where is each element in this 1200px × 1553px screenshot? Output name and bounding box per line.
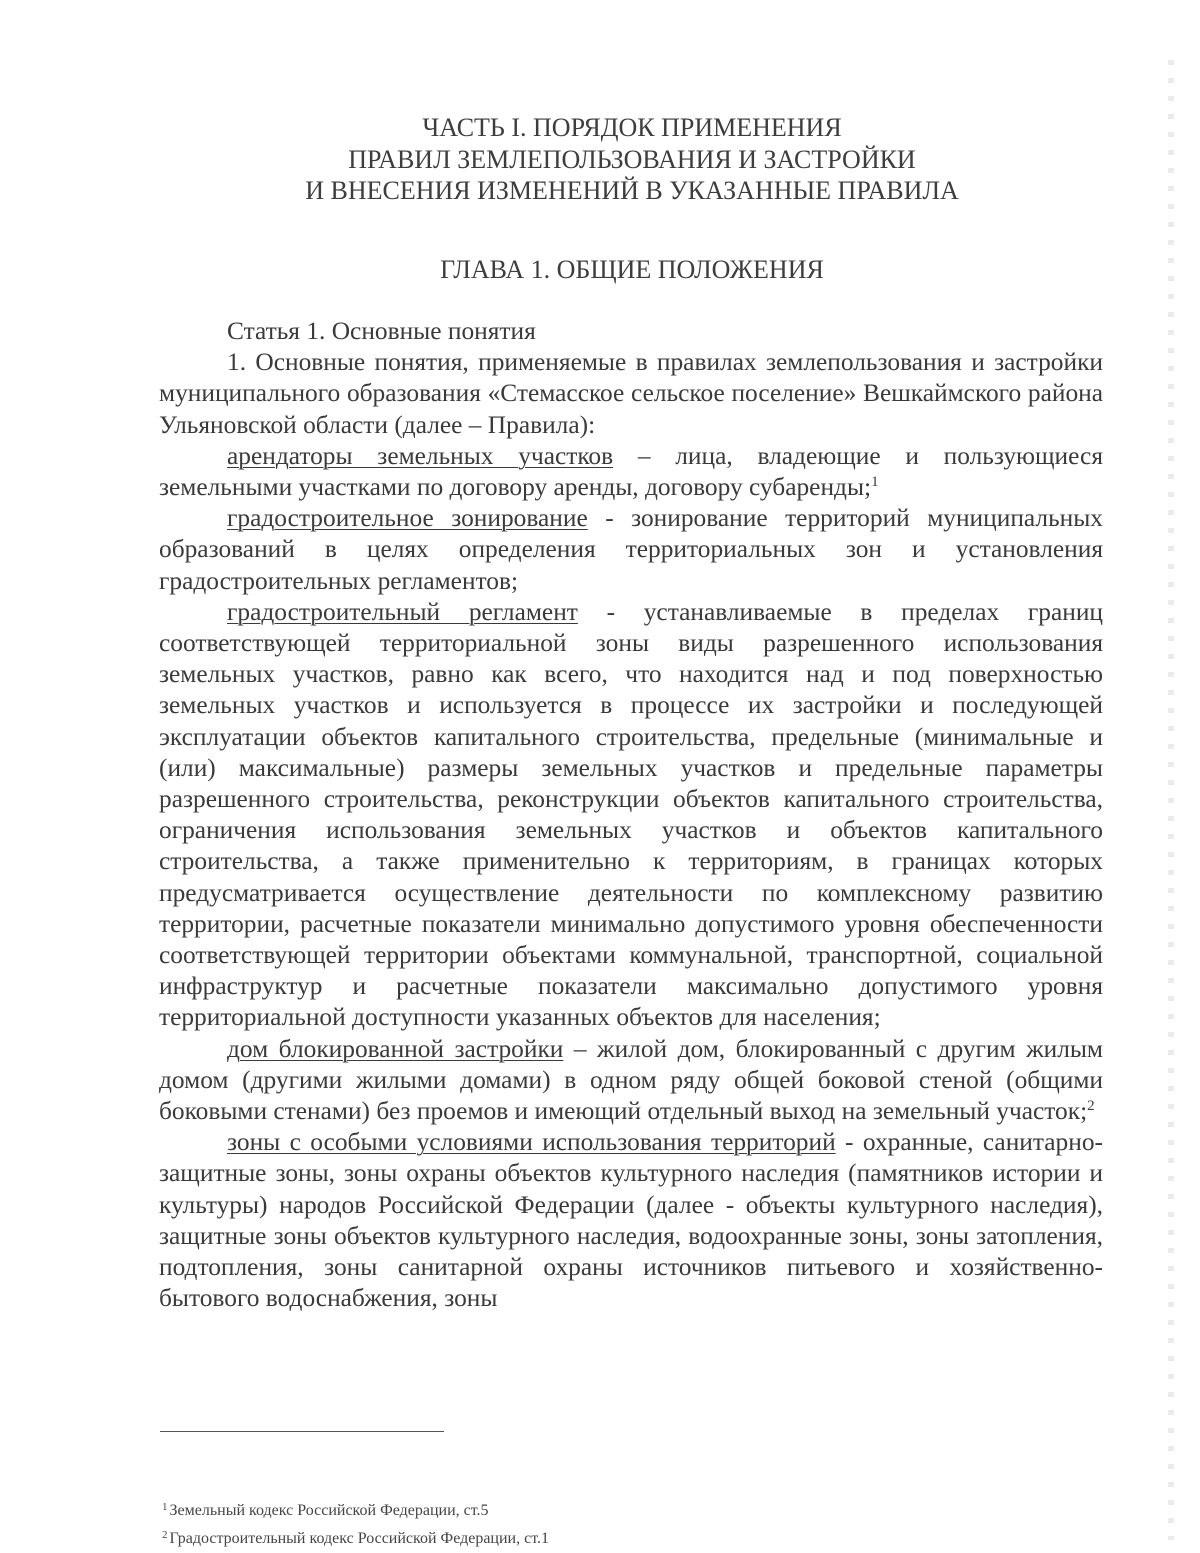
article-title: Статья 1. Основные понятия	[227, 317, 536, 345]
chapter-title: ГЛАВА 1. ОБЩИЕ ПОЛОЖЕНИЯ	[440, 255, 824, 284]
definition-term: зоны с особыми условиями использования территорий	[227, 1128, 836, 1157]
definition-text: – жилой дом, блокированный с другим жилым домом (другими жилыми домами) в одном ряду общей боковой стеной (общими боковыми стенами) без проемов и имеющий отдельный выход на земельный участок;	[159, 1034, 1104, 1126]
definition-text: - зонирование территорий муниципальных образований в целях определения территориальных зон и установления градостроительных регламентов;	[159, 504, 1103, 595]
definition-text: – лица, владеющие и пользующиеся земельными участками по договору аренды, договору субаренды;	[159, 441, 1103, 502]
definition-text: - устанавливаемые в пределах границ соответствующей территориальной зоны виды разрешенного использования земельных участков, равно как всего, что находится над и под поверхностью земельных участков и используется в процессе их застройки и последующей эксплуатации объектов капитального строительства, предельные (минимальные и (или) максимальные) размеры земельных участков и предельные параметры разрешенного строительства, реконструкции объектов капитального строительства, ограничения использования земельных участков и объектов капитального строительства, а также применительно к территориям, в границах которых предусматривается осуществление деятельности по комплексному развитию территории, расчетные показатели минимально допустимого уровня обеспеченности соответствующей территории объектами коммунальной, транспортной, социальной инфраструктур и расчетные показатели максимально допустимого уровня территориальной доступности указанных объектов для населения;	[159, 597, 1104, 1032]
footnote	[162, 1523, 862, 1551]
footnote	[162, 1495, 862, 1523]
part-title-line: ЧАСТЬ I. ПОРЯДОК ПРИМЕНЕНИЯ	[422, 113, 842, 142]
footnote-separator	[160, 1431, 444, 1432]
definition-term: дом блокированной застройки	[227, 1034, 564, 1063]
footnote-reference: 2	[1087, 1098, 1095, 1115]
article-body	[159, 316, 1103, 1315]
part-title	[160, 112, 1104, 207]
footnote-text: Градостроительный кодекс Российской Федерации, ст.1	[169, 1530, 550, 1547]
definition-term: арендаторы земельных участков	[227, 441, 614, 470]
footnote-text: Земельный кодекс Российской Федерации, ст.5	[169, 1502, 489, 1519]
footnotes	[162, 1495, 862, 1551]
part-title-line: И ВНЕСЕНИЯ ИЗМЕНЕНИЙ В УКАЗАННЫЕ ПРАВИЛА	[305, 176, 959, 205]
definition-paragraph	[159, 1127, 1103, 1314]
definition-term: градостроительное зонирование	[227, 504, 588, 533]
definition-paragraph	[159, 503, 1103, 597]
part-title-line: ПРАВИЛ ЗЕМЛЕПОЛЬЗОВАНИЯ И ЗАСТРОЙКИ	[348, 144, 916, 174]
definition-paragraph	[159, 441, 1103, 503]
definition-paragraph	[159, 1034, 1103, 1128]
footnote-mark: 1	[162, 1501, 168, 1513]
definition-term: градостроительный регламент	[227, 597, 578, 626]
definition-text: - охранные, санитарно-защитные зоны, зоны охраны объектов культурного наследия (памятников истории и культуры) народов Российской Федерации (далее - объекты культурного наследия), защитные зоны объектов культурного наследия, водоохранные зоны, зоны затопления, подтопления, зоны санитарной охраны источников питьевого и хозяйственно-бытового водоснабжения, зоны	[159, 1128, 1103, 1313]
footnote-mark: 2	[162, 1529, 168, 1541]
scan-margin-artifact	[1168, 60, 1174, 1540]
definition-paragraph	[159, 597, 1103, 1034]
article-intro: 1. Основные понятия, применяемые в правилах землепользования и застройки муниципального образования «Стемасское сельское поселение» Вешкаймского района Ульяновской области (далее – Правила):	[159, 348, 1103, 439]
footnote-reference: 1	[871, 474, 879, 491]
